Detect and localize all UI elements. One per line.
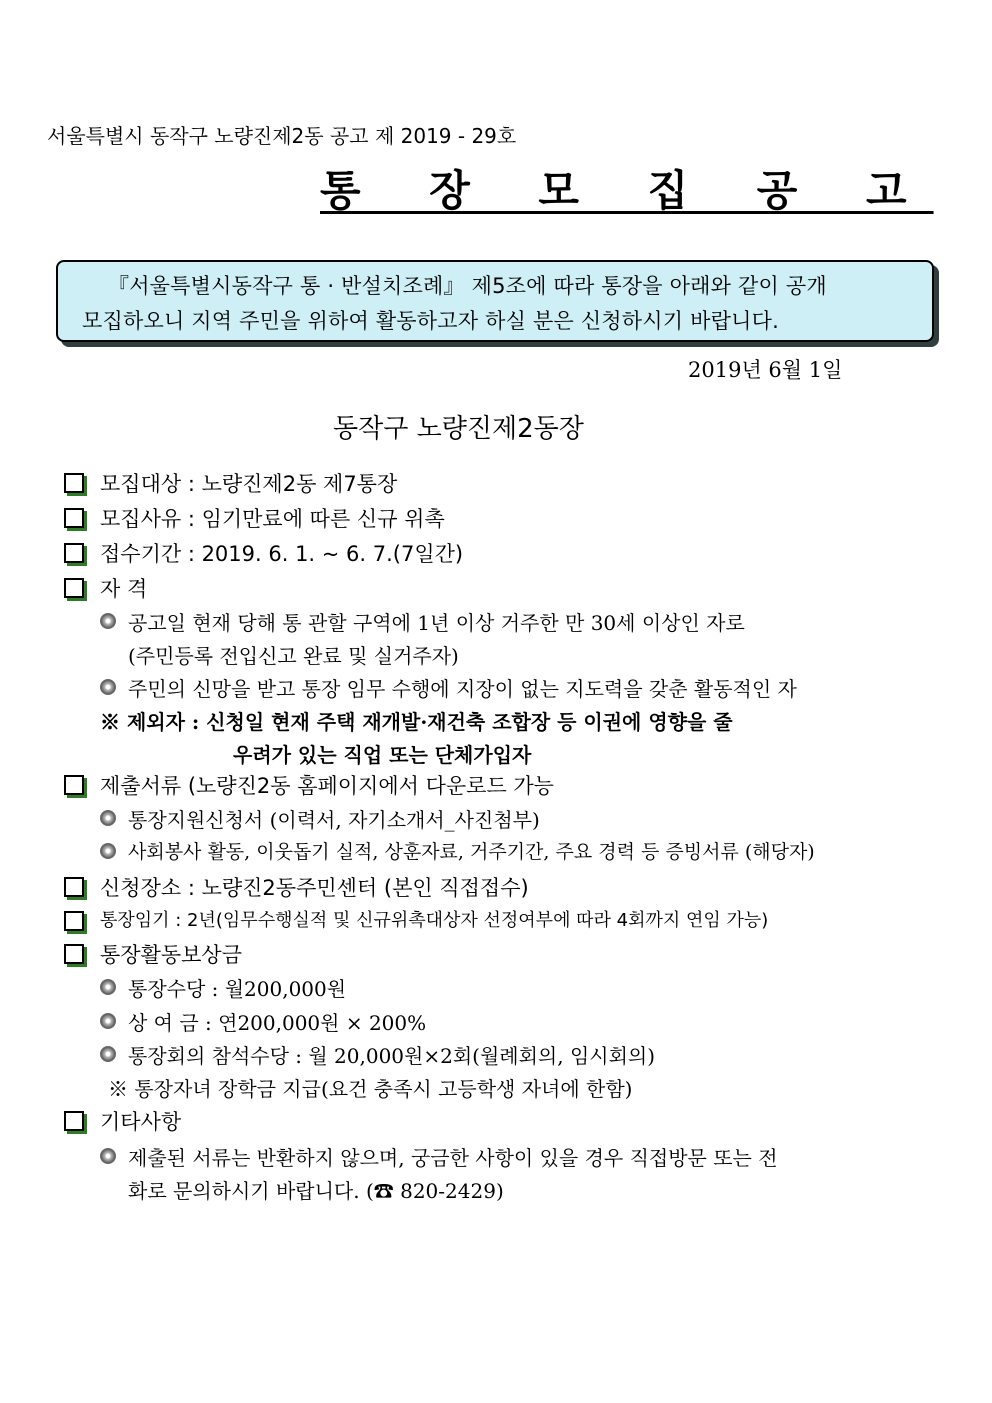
bullet-icon <box>100 613 116 629</box>
etc-item-1-cont: 화로 문의하시기 바랍니다. (☎ 820-2429) <box>128 1179 504 1203</box>
bullet-icon <box>100 979 116 995</box>
compensation-note: ※ 통장자녀 장학금 지급(요건 충족시 고등학생 자녀에 한함) <box>108 1077 633 1101</box>
qualification-item-1-cont: (주민등록 전입신고 완료 및 실거주자) <box>128 644 459 668</box>
bullet-icon <box>100 843 116 859</box>
section-term: 통장임기 : 2년(임무수행실적 및 신규위촉대상자 선정여부에 따라 4회까지 연임 가능) <box>100 910 769 931</box>
checkbox-icon <box>64 944 84 964</box>
section-reason: 모집사유 : 임기만료에 따른 신규 위촉 <box>100 507 445 531</box>
bullet-icon <box>100 810 116 826</box>
bullet-icon <box>100 1046 116 1062</box>
qualification-item-2: 주민의 신망을 받고 통장 임무 수행에 지장이 없는 지도력을 갖춘 활동적인 자 <box>128 677 797 701</box>
notice-number: 서울특별시 동작구 노량진제2동 공고 제 2019 - 29호 <box>47 124 517 148</box>
checkbox-icon <box>64 473 84 493</box>
checkbox-icon <box>64 578 84 598</box>
compensation-item-2: 상 여 금 : 연200,000원 × 200% <box>128 1011 427 1035</box>
exclusion-line-2: 우려가 있는 직업 또는 단체가입자 <box>233 743 532 767</box>
notice-date: 2019년 6월 1일 <box>688 358 843 382</box>
intro-line-2: 모집하오니 지역 주민을 위하여 활동하고자 하실 분은 신청하시기 바랍니다. <box>82 309 779 333</box>
qualification-item-1: 공고일 현재 당해 통 관할 구역에 1년 이상 거주한 만 30세 이상인 자로 <box>128 611 745 635</box>
exclusion-line-1: ※ 제외자 : 신청일 현재 주택 재개발·재건축 조합장 등 이권에 영향을 줄 <box>100 710 733 734</box>
checkbox-icon <box>64 1111 84 1131</box>
checkbox-icon <box>64 775 84 795</box>
page-title: 통 장 모 집 공 고 <box>320 166 934 215</box>
documents-item-2: 사회봉사 활동, 이웃돕기 실적, 상훈자료, 거주기간, 주요 경력 등 증빙서류 (해당자) <box>128 841 815 863</box>
issuing-org: 동작구 노량진제2동장 <box>333 414 584 444</box>
section-documents-heading: 제출서류 (노량진2동 홈페이지에서 다운로드 가능 <box>100 774 554 798</box>
checkbox-icon <box>64 877 84 897</box>
bullet-icon <box>100 679 116 695</box>
intro-line-1: 『서울특별시동작구 통 · 반설치조례』 제5조에 따라 통장을 아래와 같이 공개 <box>108 274 827 298</box>
checkbox-icon <box>64 508 84 528</box>
checkbox-icon <box>64 543 84 563</box>
compensation-item-1: 통장수당 : 월200,000원 <box>128 977 347 1001</box>
section-qualification-heading: 자 격 <box>100 577 148 601</box>
compensation-item-3: 통장회의 참석수당 : 월 20,000원×2회(월례회의, 임시회의) <box>128 1044 656 1068</box>
section-period: 접수기간 : 2019. 6. 1. ~ 6. 7.(7일간) <box>100 542 464 566</box>
etc-item-1: 제출된 서류는 반환하지 않으며, 궁금한 사항이 있을 경우 직접방문 또는 전 <box>128 1146 778 1170</box>
section-target: 모집대상 : 노량진제2동 제7통장 <box>100 472 398 496</box>
section-place: 신청장소 : 노량진2동주민센터 (본인 직접접수) <box>100 876 529 900</box>
section-etc-heading: 기타사항 <box>100 1110 182 1134</box>
bullet-icon <box>100 1148 116 1164</box>
section-compensation-heading: 통장활동보상금 <box>100 943 243 967</box>
checkbox-icon <box>64 911 84 931</box>
bullet-icon <box>100 1013 116 1029</box>
documents-item-1: 통장지원신청서 (이력서, 자기소개서_사진첨부) <box>128 808 540 832</box>
